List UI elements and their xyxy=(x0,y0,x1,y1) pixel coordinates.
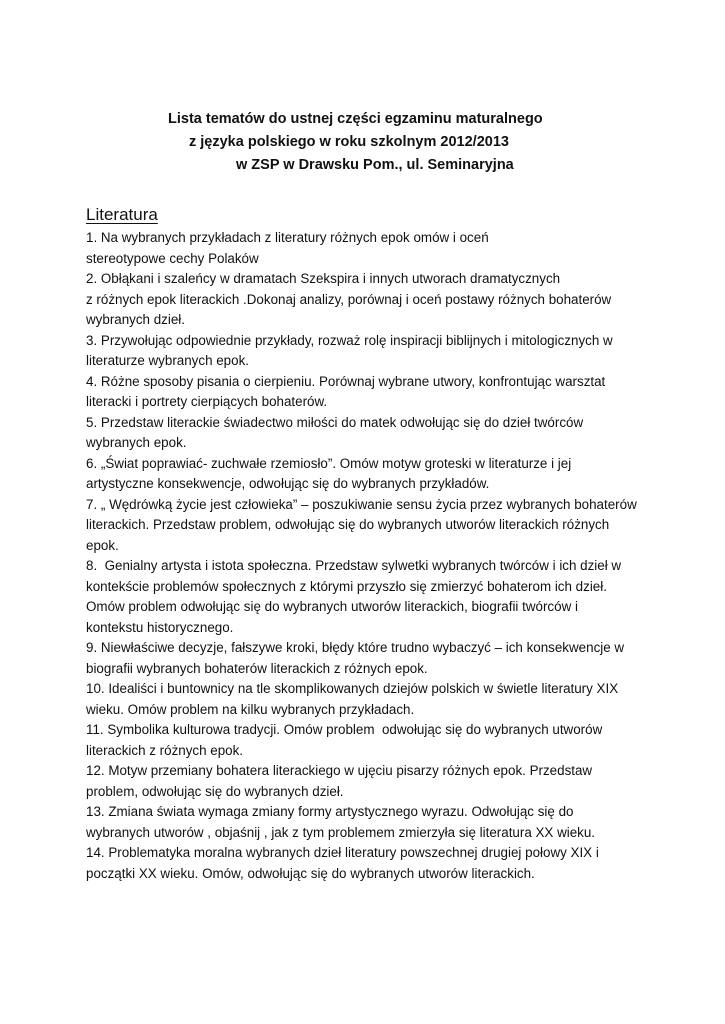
topic-line: początki XX wieku. Omów, odwołując się do wybranych utworów literackich. xyxy=(86,865,535,881)
topic-item xyxy=(86,638,646,679)
topic-line: 7. „ Wędrówką życie jest człowieka” – poszukiwanie sensu życia przez wybranych bohaterów xyxy=(86,496,637,512)
title-line: w ZSP w Drawsku Pom., ul. Seminaryjna xyxy=(236,157,514,173)
topic-line: stereotypowe cechy Polaków xyxy=(86,250,259,266)
topic-line: wieku. Omów problem na kilku wybranych przykładach. xyxy=(86,701,415,717)
topic-line: 9. Niewłaściwe decyzje, fałszywe kroki, błędy które trudno wybaczyć – ich konsekwencje w xyxy=(86,640,625,655)
topic-line: literaturze wybranych epok. xyxy=(86,353,249,368)
topic-item xyxy=(86,454,646,495)
topic-item xyxy=(86,331,646,372)
topic-line: Omów problem odwołując się do wybranych utworów literackich, biografii twórców i xyxy=(86,599,578,614)
section-heading-literatura: Literatura xyxy=(86,205,158,224)
topic-line: epok. xyxy=(86,537,119,553)
topic-item xyxy=(86,761,646,802)
topic-line: 2. Obłąkani i szaleńcy w dramatach Szekspira i innych utworach dramatycznych xyxy=(86,271,561,286)
topic-line: 11. Symbolika kulturowa tradycji. Omów problem odwołując się do wybranych utworów xyxy=(86,722,603,737)
topic-item xyxy=(86,269,646,331)
topic-list xyxy=(86,228,646,884)
topic-item xyxy=(86,802,646,843)
topic-line: literackich z różnych epok. xyxy=(86,742,244,758)
topic-line: 3. Przywołując odpowiednie przykłady, rozważ rolę inspiracji biblijnych i mitologicznych w xyxy=(86,332,613,348)
topic-item xyxy=(86,495,646,557)
topic-line: wybranych dzieł. xyxy=(86,312,185,327)
topic-item xyxy=(86,372,646,413)
topic-line: 4. Różne sposoby pisania o cierpieniu. Porównaj wybrane utwory, konfrontując warsztat xyxy=(86,373,606,389)
topic-line: kontekście problemów społecznych z którymi przyszło się zmierzyć bohaterom ich dzieł. xyxy=(86,578,607,594)
topic-line: 14. Problematyka moralna wybranych dzieł literatury powszechnej drugiej połowy XIX i xyxy=(86,845,599,860)
document-title xyxy=(0,108,725,177)
topic-item xyxy=(86,556,646,638)
topic-line: problem, odwołując się do wybranych dzieł. xyxy=(86,783,344,799)
topic-line: 13. Zmiana świata wymaga zmiany formy artystycznego wyrazu. Odwołując się do xyxy=(86,804,574,819)
title-line: z języka polskiego w roku szkolnym 2012/2013 xyxy=(189,134,509,150)
topic-line: 6. „Świat poprawiać- zuchwałe rzemiosło”. Omów motyw groteski w literaturze i jej xyxy=(86,455,572,471)
topic-line: biografii wybranych bohaterów literackich z różnych epok. xyxy=(86,660,428,676)
topic-item xyxy=(86,413,646,454)
topic-line: literacki i portrety cierpiących bohaterów. xyxy=(86,394,328,409)
title-line: Lista tematów do ustnej części egzaminu maturalnego xyxy=(168,111,543,127)
topic-line: artystyczne konsekwencje, odwołując się do wybranych przykładów. xyxy=(86,476,490,491)
topic-item xyxy=(86,228,646,269)
topic-line: wybranych utworów , objaśnij , jak z tym problemem zmierzyła się literatura XX wieku. xyxy=(86,824,596,840)
topic-line: kontekstu historycznego. xyxy=(86,619,234,635)
topic-item xyxy=(86,720,646,761)
topic-line: z różnych epok literackich .Dokonaj analizy, porównaj i oceń postawy różnych bohaterów xyxy=(86,291,612,307)
topic-line: 5. Przedstaw literackie świadectwo miłości do matek odwołując się do dzieł twórców xyxy=(86,414,584,430)
topic-line: literackich. Przedstaw problem, odwołując się do wybranych utworów literackich różnych xyxy=(86,517,610,532)
topic-line: 12. Motyw przemiany bohatera literackiego w ujęciu pisarzy różnych epok. Przedstaw xyxy=(86,763,593,778)
topic-line: wybranych epok. xyxy=(86,435,187,450)
topic-line: 8. Genialny artysta i istota społeczna. Przedstaw sylwetki wybranych twórców i ich dzieł w xyxy=(86,558,622,573)
topic-item xyxy=(86,843,646,884)
topic-item xyxy=(86,679,646,720)
topic-line: 10. Idealiści i buntownicy na tle skomplikowanych dziejów polskich w świetle literatury XIX xyxy=(86,681,619,696)
topic-line: 1. Na wybranych przykładach z literatury różnych epok omów i oceń xyxy=(86,230,489,245)
